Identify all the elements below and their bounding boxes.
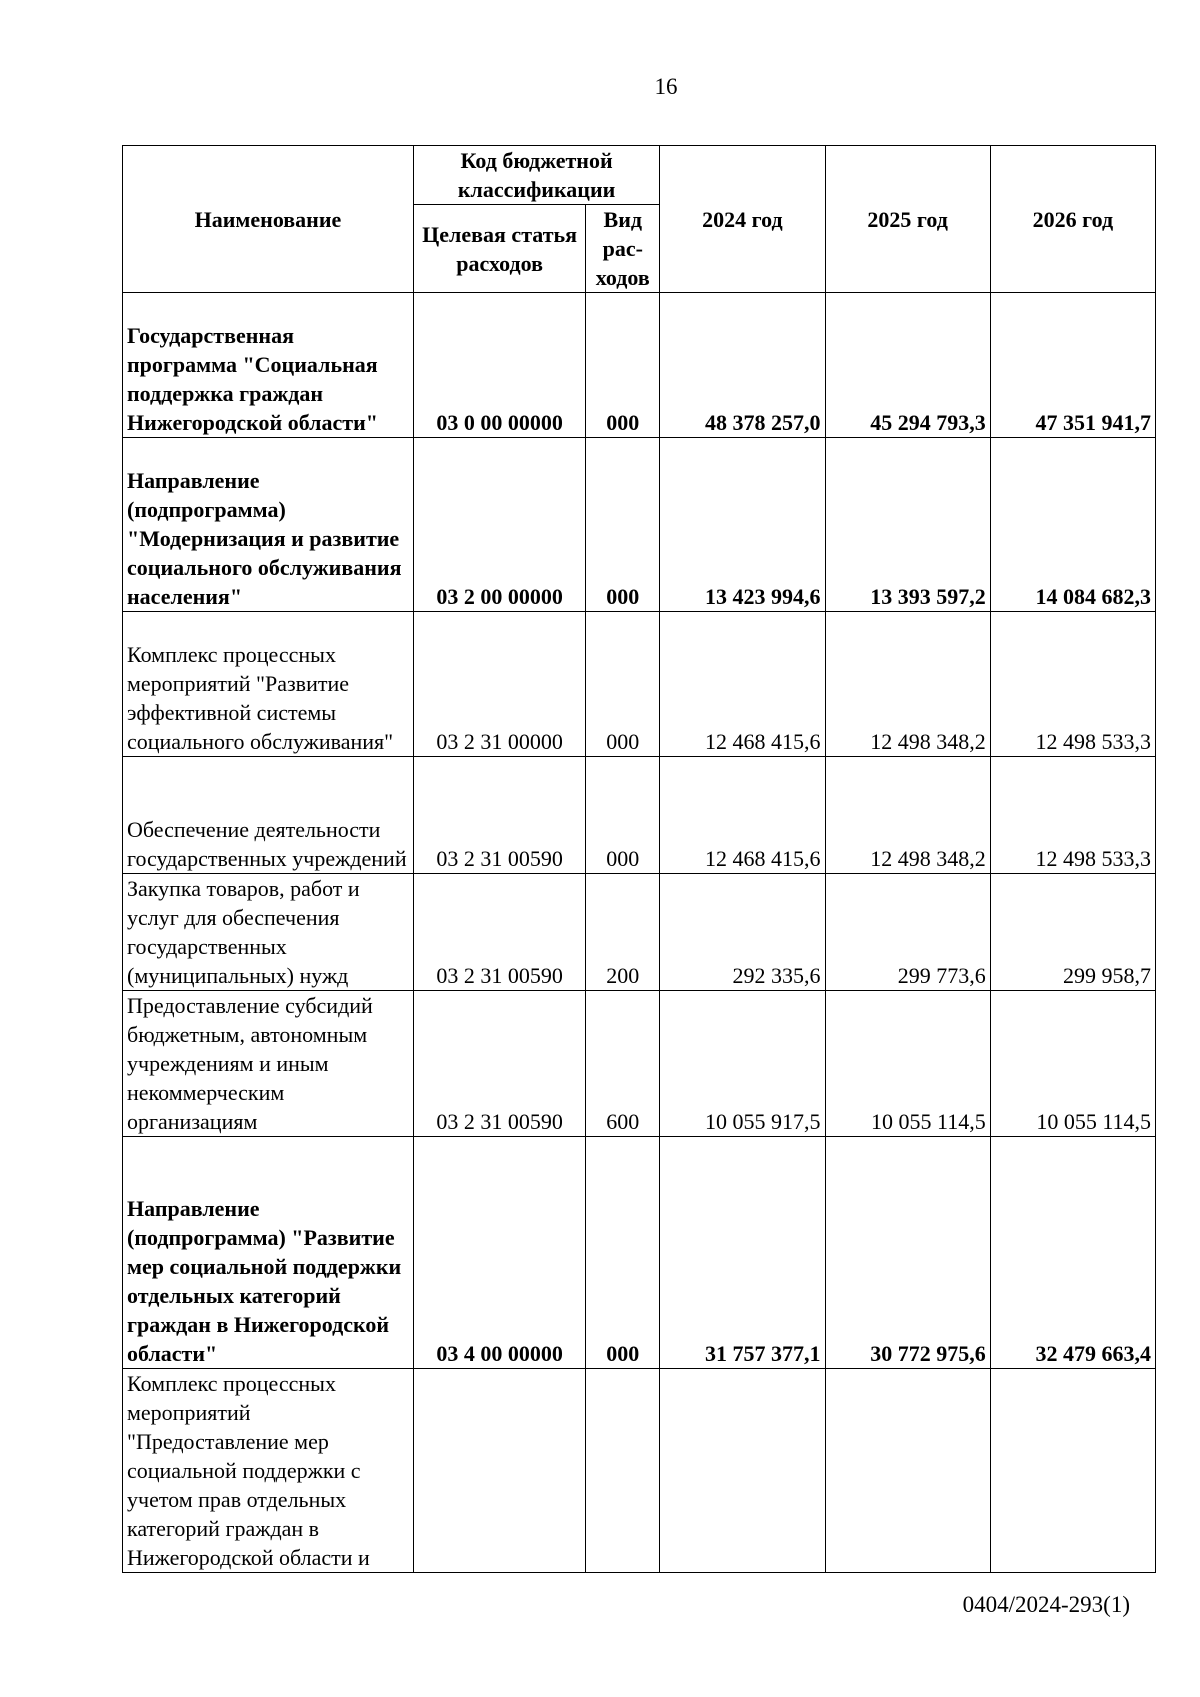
row-2026: 12 498 533,3 (990, 612, 1155, 757)
row-type: 000 (586, 1137, 660, 1369)
row-2026 (990, 1369, 1155, 1573)
header-expense-type: Вид рас-ходов (586, 205, 660, 293)
row-type: 000 (586, 757, 660, 874)
row-name: Направление (подпрограмма) "Модернизация и развитие социального обслуживания населения" (123, 438, 414, 612)
row-name: Обеспечение деятельности государственных учреждений (123, 757, 414, 874)
table-row (123, 874, 1156, 991)
row-code (413, 1369, 585, 1573)
row-2024: 12 468 415,6 (660, 612, 825, 757)
row-2024 (660, 1369, 825, 1573)
row-2026: 10 055 114,5 (990, 991, 1155, 1137)
row-2026: 299 958,7 (990, 874, 1155, 991)
row-2025: 45 294 793,3 (825, 293, 990, 438)
budget-table (122, 145, 1156, 1573)
row-type: 000 (586, 293, 660, 438)
row-2024: 10 055 917,5 (660, 991, 825, 1137)
row-code: 03 0 00 00000 (413, 293, 585, 438)
row-2026: 47 351 941,7 (990, 293, 1155, 438)
table-row (123, 1369, 1156, 1573)
table-row (123, 438, 1156, 612)
row-2025: 299 773,6 (825, 874, 990, 991)
document-code: 0404/2024-293(1) (962, 1592, 1130, 1617)
table-row (123, 612, 1156, 757)
row-2024: 13 423 994,6 (660, 438, 825, 612)
row-code: 03 2 00 00000 (413, 438, 585, 612)
page-number: 16 (654, 74, 678, 99)
row-name: Государственная программа "Социальная поддержка граждан Нижегородской области" (123, 293, 414, 438)
row-2026: 12 498 533,3 (990, 757, 1155, 874)
row-type: 000 (586, 438, 660, 612)
row-code: 03 2 31 00000 (413, 612, 585, 757)
row-2024: 12 468 415,6 (660, 757, 825, 874)
row-name: Закупка товаров, работ и услуг для обеспечения государственных (муниципальных) нужд (123, 874, 414, 991)
row-2025: 12 498 348,2 (825, 757, 990, 874)
row-type: 000 (586, 612, 660, 757)
row-name: Предоставление субсидий бюджетным, автономным учреждениям и иным некоммерческим организациям (123, 991, 414, 1137)
row-type: 600 (586, 991, 660, 1137)
table-row (123, 1137, 1156, 1369)
row-2025: 13 393 597,2 (825, 438, 990, 612)
row-2024: 31 757 377,1 (660, 1137, 825, 1369)
row-2025 (825, 1369, 990, 1573)
table-row (123, 991, 1156, 1137)
row-name: Комплекс процессных мероприятий "Предоставление мер социальной поддержки с учетом прав отдельных категорий граждан в Нижегородской области и (123, 1369, 414, 1573)
row-code: 03 2 31 00590 (413, 991, 585, 1137)
row-2024: 48 378 257,0 (660, 293, 825, 438)
table-row (123, 293, 1156, 438)
row-2025: 30 772 975,6 (825, 1137, 990, 1369)
row-2026: 14 084 682,3 (990, 438, 1155, 612)
row-2025: 12 498 348,2 (825, 612, 990, 757)
header-year-2025: 2025 год (825, 146, 990, 293)
header-year-2026: 2026 год (990, 146, 1155, 293)
row-2026: 32 479 663,4 (990, 1137, 1155, 1369)
row-2025: 10 055 114,5 (825, 991, 990, 1137)
row-code: 03 2 31 00590 (413, 874, 585, 991)
header-budget-code: Код бюджетной классификации (413, 146, 659, 205)
row-code: 03 4 00 00000 (413, 1137, 585, 1369)
row-name: Комплекс процессных мероприятий "Развитие эффективной системы социального обслуживания" (123, 612, 414, 757)
row-code: 03 2 31 00590 (413, 757, 585, 874)
header-target-article: Целевая статья расходов (413, 205, 585, 293)
table-row (123, 757, 1156, 874)
row-2024: 292 335,6 (660, 874, 825, 991)
row-type: 200 (586, 874, 660, 991)
header-year-2024: 2024 год (660, 146, 825, 293)
row-type (586, 1369, 660, 1573)
header-name: Наименование (123, 146, 414, 293)
row-name: Направление (подпрограмма) "Развитие мер социальной поддержки отдельных категорий граждан в Нижегородской области" (123, 1137, 414, 1369)
